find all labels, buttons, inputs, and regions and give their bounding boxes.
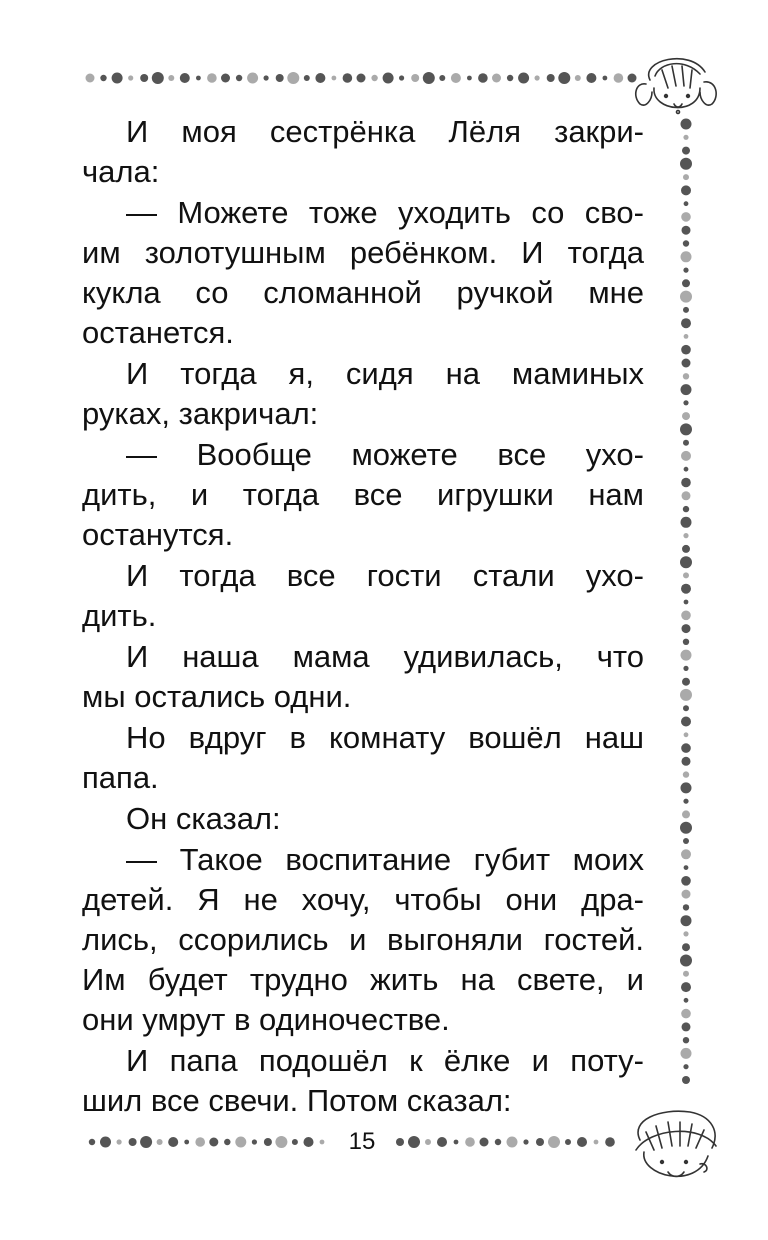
border-dot [586, 73, 596, 83]
border-dot [683, 240, 689, 246]
border-dot [276, 74, 284, 82]
border-dot [683, 307, 689, 313]
border-dot [547, 74, 555, 82]
border-dot [264, 1138, 272, 1146]
paragraph-6: И наша мама удивилась, что мы остались одни. [82, 639, 644, 714]
border-dot [682, 226, 691, 235]
border-dot [236, 75, 242, 81]
border-dot [507, 75, 513, 81]
border-dot [140, 1136, 152, 1148]
border-dot [680, 158, 692, 170]
border-dot [681, 717, 691, 727]
border-dot [684, 998, 689, 1003]
border-dot [209, 1138, 218, 1147]
border-dot [681, 849, 691, 859]
bottom-dotted-border-right [396, 1136, 615, 1148]
border-dot [575, 75, 581, 81]
page-number: 15 [348, 1128, 376, 1155]
border-dot [681, 584, 691, 594]
border-dot [684, 865, 689, 870]
border-dot [682, 624, 691, 633]
border-dot [507, 1137, 518, 1148]
border-dot [681, 517, 692, 528]
border-dot [681, 185, 691, 195]
border-dot [558, 72, 570, 84]
border-dot [304, 1137, 314, 1147]
border-dot [681, 451, 691, 461]
border-dot [439, 75, 445, 81]
story-text [82, 112, 644, 1121]
border-dot [224, 1139, 230, 1145]
border-dot [683, 135, 688, 140]
border-dot [682, 810, 690, 818]
border-dot [614, 73, 624, 83]
border-dot [535, 75, 540, 80]
border-dot [683, 771, 689, 777]
border-dot [252, 1139, 257, 1144]
border-dot [682, 890, 691, 899]
border-dot [682, 678, 690, 686]
border-dot [140, 74, 148, 82]
border-dot [684, 467, 689, 472]
border-dot [681, 782, 692, 793]
border-dot [343, 73, 353, 83]
border-dot [247, 73, 258, 84]
paragraph-5: И тогда все гости стали ухо- дить. [82, 558, 644, 633]
border-dot [264, 75, 269, 80]
border-dot [681, 318, 691, 328]
paragraph-9: — Такое воспитание губит моих детей. Я не хочу, чтобы они дра- лись, ссорились и выгоняли гостей. Им будет трудно жить на свете, и они умрут в одиночестве. [82, 842, 644, 1037]
border-dot [681, 1048, 692, 1059]
border-dot [100, 1137, 111, 1148]
border-dot [681, 384, 692, 395]
border-dot [681, 650, 692, 661]
border-dot [451, 73, 461, 83]
border-dot [682, 147, 690, 155]
border-dot [89, 1139, 95, 1145]
border-dot [681, 1009, 691, 1019]
border-dot [399, 75, 404, 80]
border-dot [683, 440, 689, 446]
border-dot [683, 268, 688, 273]
border-dot [536, 1138, 544, 1146]
border-dot [684, 600, 689, 605]
border-dot [684, 201, 689, 206]
border-dot [594, 1140, 599, 1145]
border-dot [196, 76, 201, 81]
border-dot [680, 556, 692, 568]
border-dot [681, 743, 691, 753]
border-dot [683, 572, 689, 578]
border-dot [683, 705, 689, 711]
border-dot [235, 1137, 246, 1148]
border-dot [408, 1136, 420, 1148]
border-dot [682, 545, 690, 553]
paragraph-7: Но вдруг в комнату вошёл наш папа. [82, 720, 644, 795]
border-dot [681, 915, 692, 926]
border-dot [495, 1139, 501, 1145]
border-dot [437, 1137, 447, 1147]
paragraph-1: И моя сестрёнка Лёля закри- чала: [82, 114, 644, 189]
border-dot [680, 822, 692, 834]
border-dot [100, 75, 106, 81]
border-dot [681, 119, 692, 130]
border-dot [157, 1139, 163, 1145]
border-dot [683, 1037, 689, 1043]
border-dot [683, 533, 688, 538]
paragraph-10: И папа подошёл к ёлке и поту- шил все свечи. Потом сказал: [82, 1043, 644, 1118]
bottom-dotted-border-left [89, 1136, 325, 1148]
border-dot [683, 799, 688, 804]
border-dot [605, 1137, 615, 1147]
paragraph-4: — Вообще можете все ухо- дить, и тогда все игрушки нам останутся. [82, 437, 644, 552]
border-dot [577, 1137, 587, 1147]
border-dot [518, 73, 529, 84]
border-dot [112, 73, 123, 84]
border-dot [680, 423, 692, 435]
border-dot [684, 732, 689, 737]
border-dot [454, 1140, 459, 1145]
border-dot [129, 1138, 137, 1146]
border-dot [152, 72, 164, 84]
border-dot [357, 74, 366, 83]
border-dot [168, 75, 174, 81]
border-dot [628, 74, 637, 83]
border-dot [683, 506, 689, 512]
border-dot [683, 971, 689, 977]
border-dot [423, 72, 435, 84]
border-dot [683, 373, 689, 379]
border-dot [292, 1139, 298, 1145]
border-dot [425, 1139, 431, 1145]
border-dot [683, 666, 688, 671]
border-dot [184, 1140, 189, 1145]
border-dot [682, 279, 690, 287]
border-dot [682, 757, 691, 766]
border-dot [683, 904, 689, 910]
right-dotted-border [680, 119, 692, 1085]
border-dot [681, 212, 691, 222]
border-dot [681, 982, 691, 992]
border-dot [207, 73, 217, 83]
border-dot [683, 1064, 688, 1069]
border-dot [315, 73, 325, 83]
boy-face-icon [636, 1111, 716, 1176]
border-dot [383, 73, 394, 84]
border-dot [304, 75, 310, 81]
border-dot [682, 1022, 691, 1031]
border-dot [478, 73, 488, 83]
border-dot [480, 1138, 489, 1147]
border-dot [603, 76, 608, 81]
border-dot [128, 75, 133, 80]
border-dot [682, 412, 690, 420]
top-dotted-border [86, 72, 637, 84]
border-dot [680, 689, 692, 701]
border-dot [168, 1137, 178, 1147]
border-dot [683, 400, 688, 405]
border-dot [682, 1076, 690, 1084]
border-dot [287, 72, 299, 84]
border-dot [332, 76, 337, 81]
border-dot [683, 174, 689, 180]
border-dot [465, 1137, 475, 1147]
border-dot [681, 876, 691, 886]
border-dot [180, 73, 190, 83]
border-dot [396, 1138, 404, 1146]
border-dot [371, 75, 377, 81]
border-dot [195, 1137, 205, 1147]
border-dot [86, 74, 95, 83]
border-dot [117, 1139, 122, 1144]
border-dot [684, 334, 689, 339]
border-dot [221, 74, 230, 83]
border-dot [680, 291, 692, 303]
paragraph-3: И тогда я, сидя на маминых руках, закричал: [82, 356, 644, 431]
border-dot [411, 74, 419, 82]
paragraph-8: Он сказал: [126, 801, 281, 836]
border-dot [681, 345, 691, 355]
border-dot [275, 1136, 287, 1148]
border-dot [523, 1139, 528, 1144]
border-dot [683, 838, 689, 844]
paragraph-2: — Можете тоже уходить со сво- им золотушным ребёнком. И тогда кукла со сломанной ручкой мне останется. [82, 195, 644, 350]
border-dot [548, 1136, 560, 1148]
border-dot [682, 359, 691, 368]
border-dot [320, 1140, 325, 1145]
border-dot [467, 76, 472, 81]
border-dot [492, 74, 501, 83]
border-dot [681, 251, 692, 262]
border-dot [565, 1139, 571, 1145]
girl-face-icon [636, 59, 716, 114]
border-dot [682, 943, 690, 951]
border-dot [681, 478, 691, 488]
border-dot [683, 639, 689, 645]
border-dot [681, 611, 691, 621]
border-dot [683, 931, 688, 936]
border-dot [682, 491, 691, 500]
border-dot [680, 955, 692, 967]
